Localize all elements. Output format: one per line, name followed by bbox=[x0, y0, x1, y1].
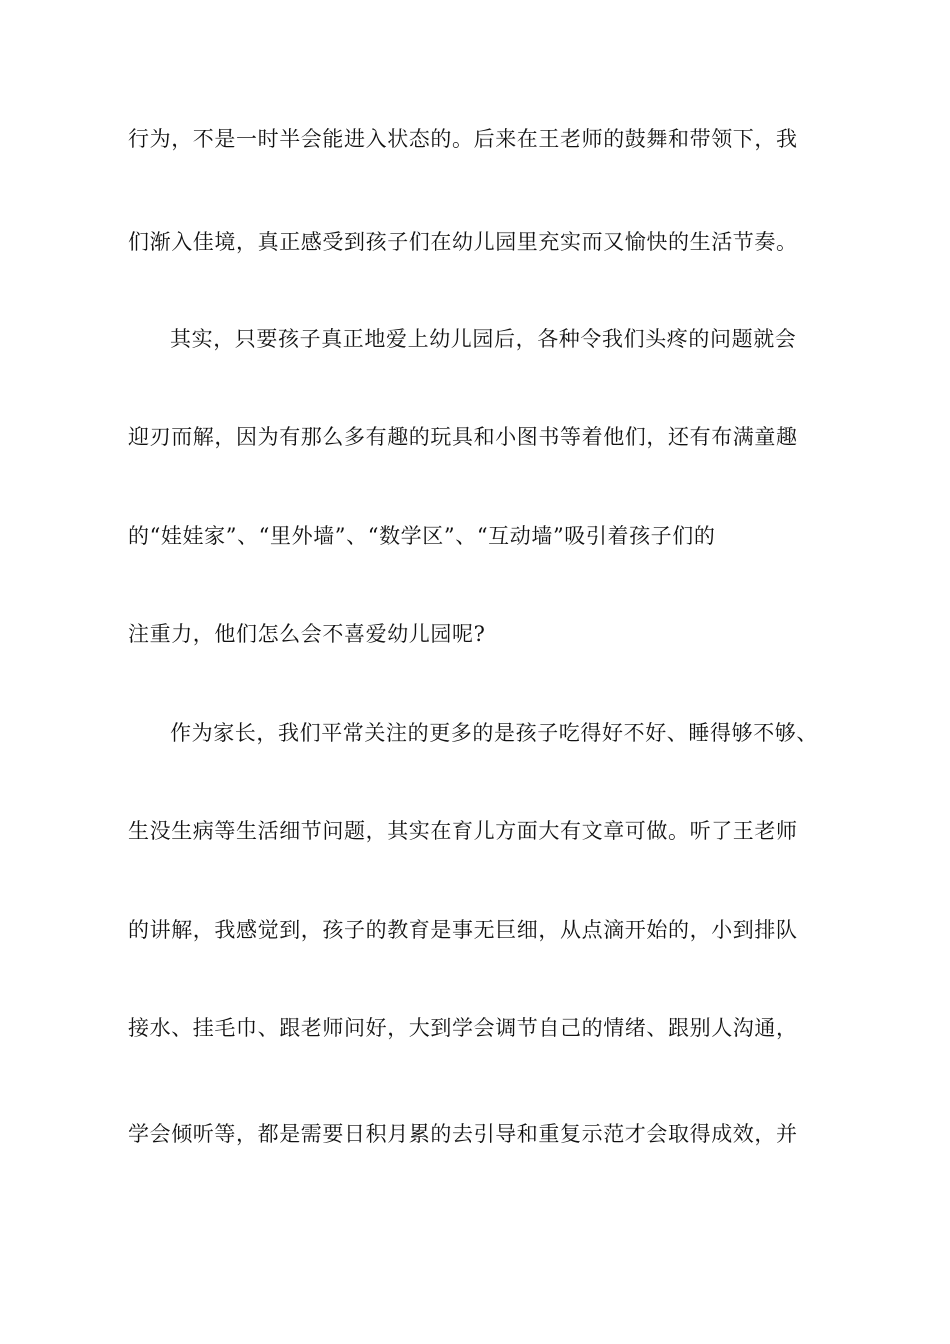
paragraph-start-line: 其实，只要孩子真正地爱上幼儿园后，各种令我们头疼的问题就会 bbox=[170, 327, 797, 351]
text-line: 学会倾听等，都是需要日积月累的去引导和重复示范才会取得成效，并 bbox=[128, 1122, 798, 1146]
text-line: 行为，不是一时半会能进入状态的。后来在王老师的鼓舞和带领下，我 bbox=[128, 127, 798, 151]
text-line: 生没生病等生活细节问题，其实在育儿方面大有文章可做。听了王老师 bbox=[128, 819, 798, 843]
paragraph-start-line: 作为家长，我们平常关注的更多的是孩子吃得好不好、睡得够不够、 bbox=[170, 721, 818, 745]
text-line: 的“娃娃家”、“里外墙”、“数学区”、“互动墙”吸引着孩子们的 bbox=[128, 524, 716, 548]
text-line: 们渐入佳境，真正感受到孩子们在幼儿园里充实而又愉快的生活节奏。 bbox=[128, 230, 798, 254]
text-line: 迎刃而解，因为有那么多有趣的玩具和小图书等着他们，还有布满童趣 bbox=[128, 425, 798, 449]
text-line: 注重力，他们怎么会不喜爱幼儿园呢? bbox=[128, 622, 486, 646]
text-line: 的讲解，我感觉到，孩子的教育是事无巨细，从点滴开始的，小到排队 bbox=[128, 918, 798, 942]
text-line: 接水、挂毛巾、跟老师问好，大到学会调节自己的情绪、跟别人沟通， bbox=[128, 1016, 798, 1040]
